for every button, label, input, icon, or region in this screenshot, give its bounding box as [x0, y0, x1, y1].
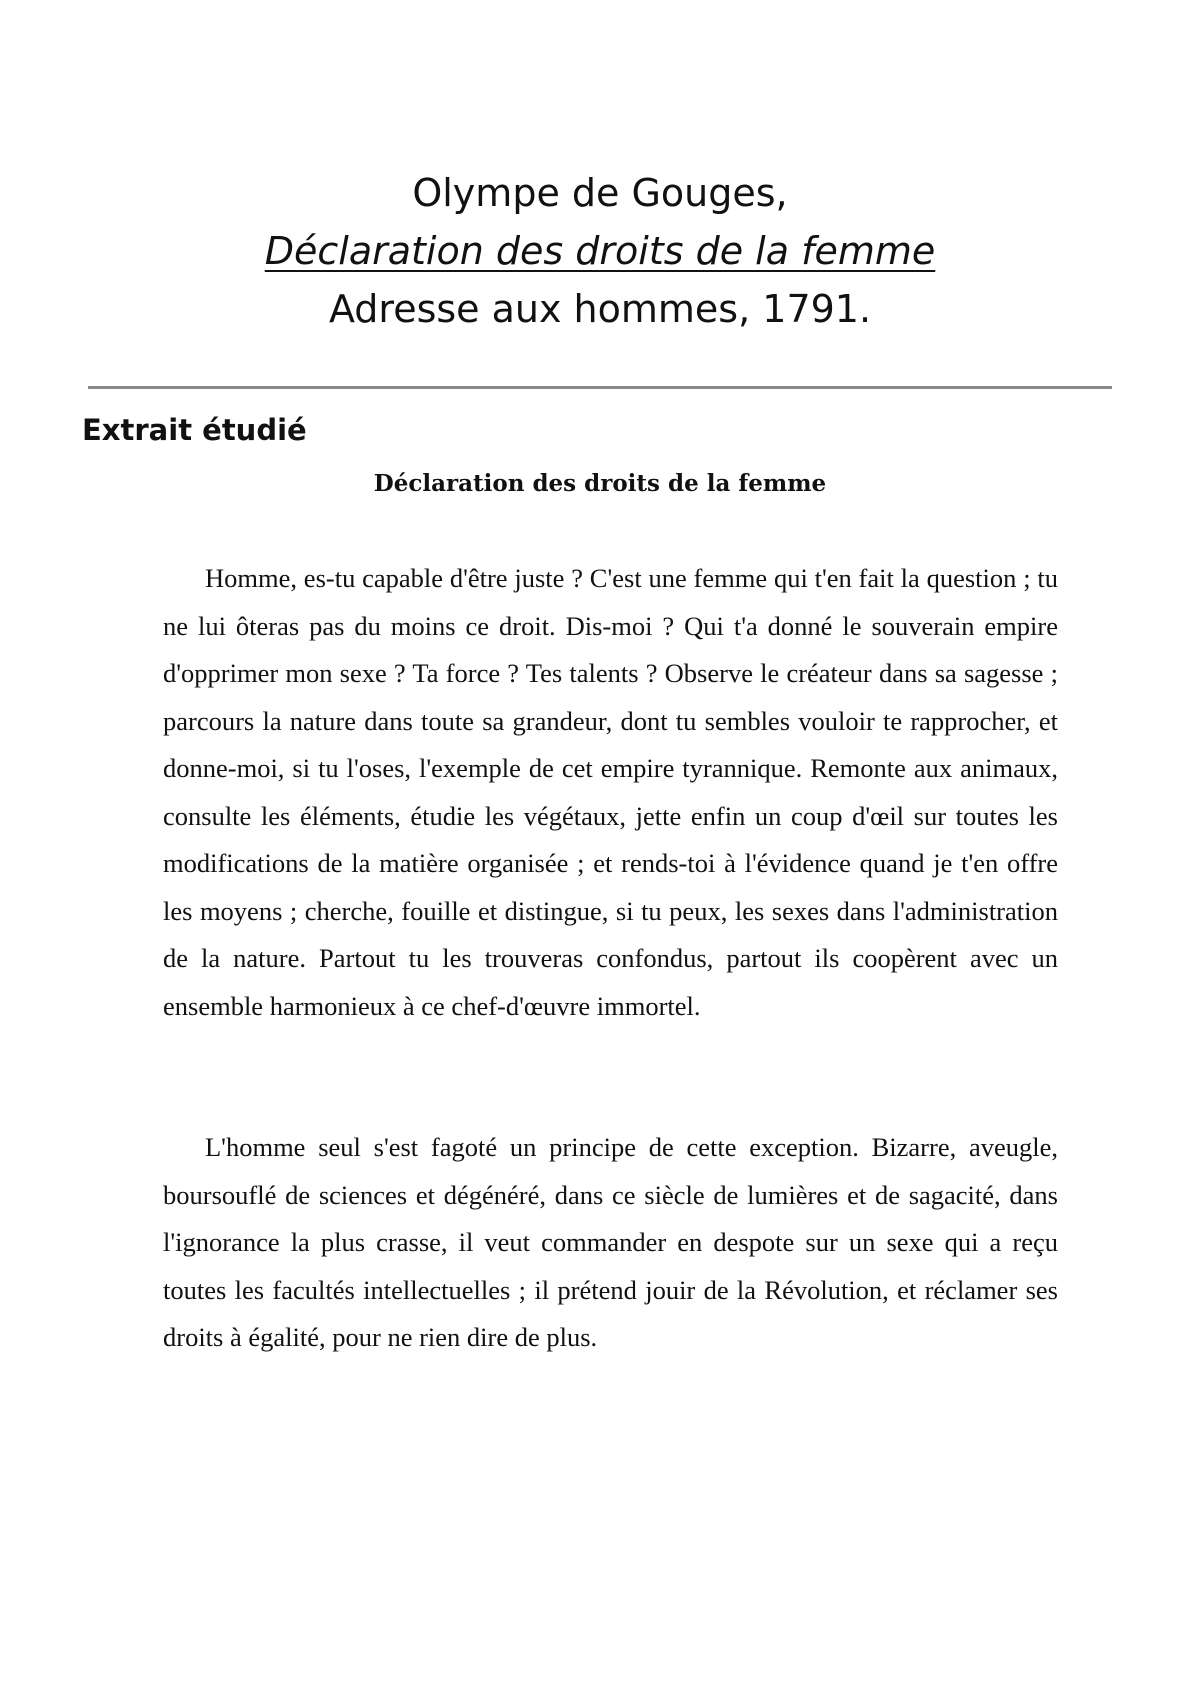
section-heading: Extrait étudié: [82, 413, 307, 447]
extract-paragraph: L'homme seul s'est fagoté un principe de cette exception. Bizarre, aveugle, boursouflé de sciences et dégénéré, dans ce siècle de lumières et de sagacité, dans l'ignorance la plus crasse, il veut commander en despote sur un sexe qui a reçu toutes les facultés intellectuelles ; il prétend jouir de la Révolution, et réclamer ses droits à égalité, pour ne rien dire de plus.: [163, 1132, 1058, 1352]
extract-paragraph: Homme, es-tu capable d'être juste ? C'est une femme qui t'en fait la question ; tu ne lui ôteras pas du moins ce droit. Dis-moi ? Qui t'a donné le souverain empire d'opprimer mon sexe ? Ta force ? Tes talents ? Observe le créateur dans sa sagesse ; parcours la nature dans toute sa grandeur, dont tu sembles vouloir te rapprocher, et donne-moi, si tu l'oses, l'exemple de cet empire tyrannique. Remonte aux animaux, consulte les éléments, étudie les végétaux, jette enfin un coup d'œil sur toutes les modifications de la matière organisée ; et rends-toi à l'évidence quand je t'en offre les moyens ; cherche, fouille et distingue, si tu peux, les sexes dans l'administration de la nature. Partout tu les trouveras confondus, partout ils coopèrent avec un ensemble harmonieux à ce chef-d'œuvre immortel.: [163, 563, 1058, 1021]
extract-title: Déclaration des droits de la femme: [373, 470, 827, 497]
document-header: [0, 164, 1200, 338]
work-title: Déclaration des droits de la femme: [264, 229, 936, 273]
subtitle-line: Adresse aux hommes, 1791.: [328, 287, 872, 331]
author-line: Olympe de Gouges,: [412, 171, 788, 215]
horizontal-divider: [88, 386, 1112, 389]
